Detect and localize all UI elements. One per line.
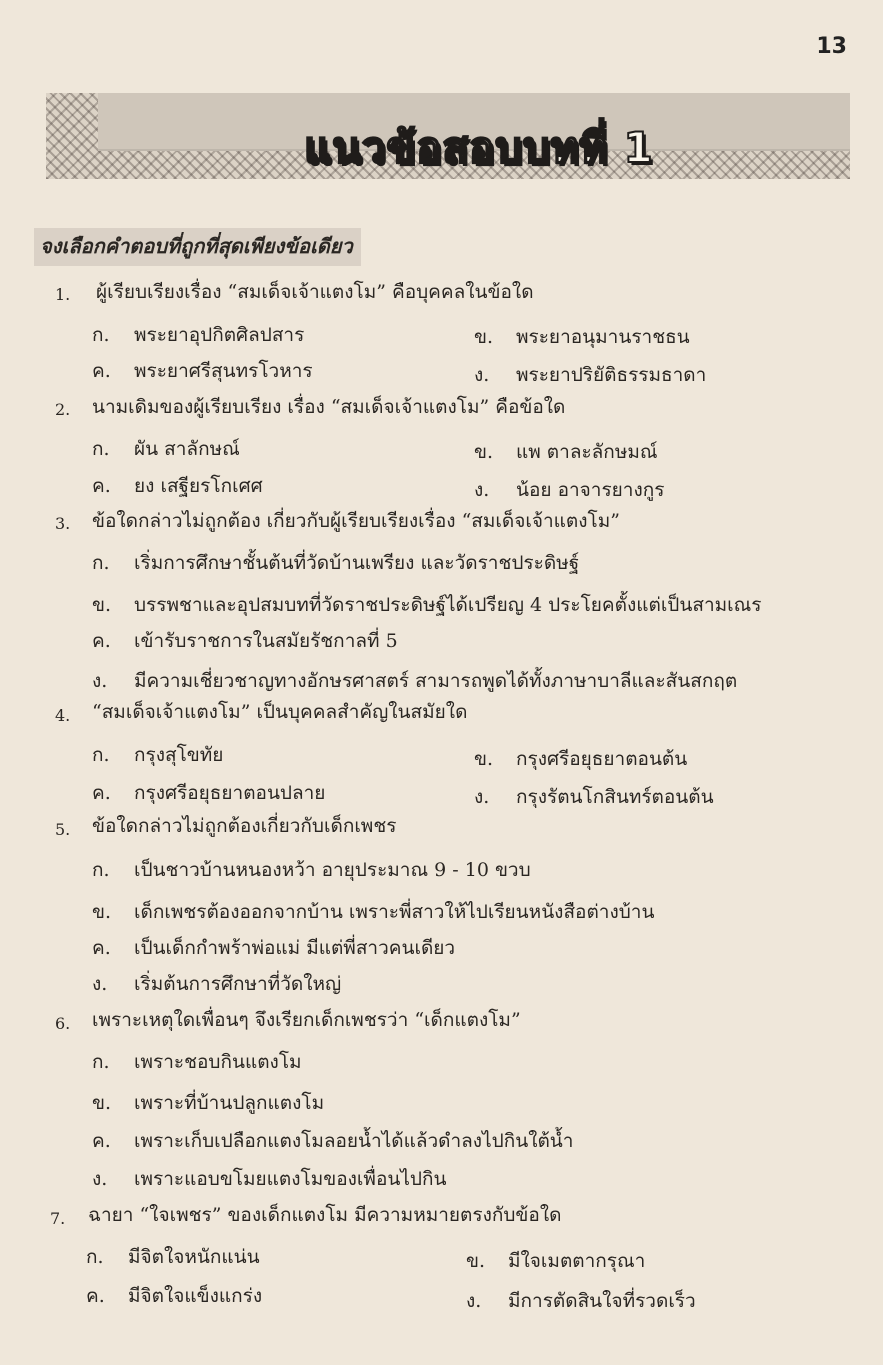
option-mark: ข.	[474, 441, 494, 463]
option-ko[interactable]	[92, 434, 240, 464]
option-text: เป็นเด็กกำพร้าพ่อแม่ มีแต่พี่สาวคนเดียว	[134, 937, 456, 959]
option-text: เข้ารับราชการในสมัยรัชกาลที่ 5	[134, 630, 398, 652]
option-mark: ง.	[474, 364, 490, 386]
instruction-text: จงเลือกคำตอบที่ถูกที่สุดเพียงข้อเดียว	[34, 228, 361, 266]
option-text: มีความเชี่ยวชาญทางอักษรศาสตร์ สามารถพูดได้ทั้งภาษาบาลีและสันสกฤต	[134, 670, 738, 692]
option-text: เพราะชอบกินแตงโม	[134, 1051, 302, 1073]
option-mark: ค.	[92, 782, 111, 804]
option-kho[interactable]	[92, 897, 654, 927]
option-kho[interactable]	[466, 1246, 645, 1276]
option-kho[interactable]	[92, 590, 761, 620]
option-mark: ข.	[92, 1092, 112, 1114]
question-text: ข้อใดกล่าวไม่ถูกต้อง เกี่ยวกับผู้เรียบเรียงเรื่อง “สมเด็จเจ้าแตงโม”	[92, 510, 620, 532]
option-text: บรรพชาและอุปสมบทที่วัดราชประดิษฐ์ได้เปรียญ 4 ประโยคตั้งแต่เป็นสามเณร	[134, 594, 762, 616]
question-text: ข้อใดกล่าวไม่ถูกต้องเกี่ยวกับเด็กเพชร	[92, 815, 397, 837]
option-mark: ง.	[92, 1168, 108, 1190]
option-text: กรุงศรีอยุธยาตอนต้น	[516, 748, 688, 770]
option-text: พระยาศรีสุนทรโวหาร	[134, 360, 313, 382]
option-ngo[interactable]	[474, 360, 706, 390]
option-ko[interactable]	[86, 1242, 260, 1272]
question-number: 6.	[55, 1014, 71, 1033]
option-mark: ข.	[92, 901, 112, 923]
option-mark: ง.	[466, 1290, 482, 1312]
question-text: เพราะเหตุใดเพื่อนๆ จึงเรียกเด็กเพชรว่า “เด็กแตงโม”	[92, 1009, 521, 1031]
option-ngo[interactable]	[474, 475, 664, 505]
question-text: นามเดิมของผู้เรียบเรียง เรื่อง “สมเด็จเจ้าแตงโม” คือข้อใด	[92, 396, 566, 418]
option-ngo[interactable]	[466, 1286, 696, 1316]
question-number: 1.	[55, 285, 71, 304]
option-kho[interactable]	[474, 437, 658, 467]
option-text: เริ่มการศึกษาชั้นต้นที่วัดบ้านเพรียง และวัดราชประดิษฐ์	[134, 552, 580, 574]
option-kho[interactable]	[92, 1088, 324, 1118]
option-mark: ก.	[86, 1246, 104, 1268]
option-mark: ก.	[92, 438, 110, 460]
option-ngo[interactable]	[474, 782, 714, 812]
option-ngo[interactable]	[92, 666, 737, 696]
option-text: ยง เสฐียรโกเศศ	[134, 475, 263, 497]
page-number: 13	[816, 34, 847, 59]
option-ko[interactable]	[92, 855, 531, 885]
option-mark: ข.	[474, 326, 494, 348]
option-text: มีใจเมตตากรุณา	[508, 1250, 646, 1272]
header-banner	[46, 93, 850, 179]
option-text: พระยาอุปกิตศิลปสาร	[134, 324, 305, 346]
option-mark: ค.	[86, 1285, 105, 1307]
question-number: 5.	[55, 820, 71, 839]
option-kho-khwai[interactable]	[92, 471, 263, 501]
option-text: มีการตัดสินใจที่รวดเร็ว	[508, 1290, 696, 1312]
option-mark: ค.	[92, 475, 111, 497]
option-mark: ง.	[92, 670, 108, 692]
option-text: เป็นชาวบ้านหนองหว้า อายุประมาณ 9 - 10 ขวบ	[134, 859, 531, 881]
option-kho[interactable]	[474, 322, 690, 352]
option-ko[interactable]	[92, 740, 223, 770]
option-text: เพราะเก็บเปลือกแตงโมลอยน้ำได้แล้วดำลงไปกินใต้น้ำ	[134, 1130, 574, 1152]
option-text: มีจิตใจหนักแน่น	[128, 1246, 260, 1268]
option-ko[interactable]	[92, 548, 579, 578]
question-number: 3.	[55, 514, 71, 533]
question-number: 4.	[55, 706, 71, 725]
option-text: แพ ตาละลักษมณ์	[516, 441, 658, 463]
option-text: เด็กเพชรต้องออกจากบ้าน เพราะพี่สาวให้ไปเรียนหนังสือต่างบ้าน	[134, 901, 655, 923]
question-number: 7.	[50, 1209, 66, 1228]
option-mark: ก.	[92, 552, 110, 574]
option-kho-khwai[interactable]	[92, 356, 313, 386]
option-text: ผัน สาลักษณ์	[134, 438, 240, 460]
option-kho-khwai[interactable]	[92, 933, 455, 963]
option-kho-khwai[interactable]	[92, 778, 325, 808]
question-number: 2.	[55, 400, 71, 419]
option-mark: ง.	[92, 973, 108, 995]
option-text: กรุงสุโขทัย	[134, 744, 224, 766]
option-mark: ค.	[92, 1130, 111, 1152]
option-mark: ก.	[92, 859, 110, 881]
option-ko[interactable]	[92, 320, 304, 350]
option-text: กรุงรัตนโกสินทร์ตอนต้น	[516, 786, 714, 808]
page-title: แนวข้อสอบบทที่ 1	[304, 123, 654, 172]
option-text: พระยาอนุมานราชธน	[516, 326, 690, 348]
option-text: มีจิตใจแข็งแกร่ง	[128, 1285, 263, 1307]
option-ngo[interactable]	[92, 1164, 446, 1194]
option-text: น้อย อาจารยางกูร	[516, 479, 665, 501]
option-mark: ข.	[466, 1250, 486, 1272]
option-mark: ก.	[92, 324, 110, 346]
option-mark: ข.	[92, 594, 112, 616]
question-text: “สมเด็จเจ้าแตงโม” เป็นบุคคลสำคัญในสมัยใด	[92, 701, 468, 723]
option-kho-khwai[interactable]	[92, 1126, 573, 1156]
option-ko[interactable]	[92, 1047, 302, 1077]
option-kho[interactable]	[474, 744, 687, 774]
option-kho-khwai[interactable]	[86, 1281, 262, 1311]
option-mark: ก.	[92, 1051, 110, 1073]
option-mark: ค.	[92, 360, 111, 382]
option-text: กรุงศรีอยุธยาตอนปลาย	[134, 782, 326, 804]
option-text: เพราะแอบขโมยแตงโมของเพื่อนไปกิน	[134, 1168, 447, 1190]
option-mark: ง.	[474, 786, 490, 808]
option-mark: ค.	[92, 630, 111, 652]
option-kho-khwai[interactable]	[92, 626, 398, 656]
option-ngo[interactable]	[92, 969, 341, 999]
option-mark: ค.	[92, 937, 111, 959]
option-text: พระยาปริยัติธรรมธาดา	[516, 364, 707, 386]
option-mark: ก.	[92, 744, 110, 766]
option-text: เริ่มต้นการศึกษาที่วัดใหญ่	[134, 973, 342, 995]
option-text: เพราะที่บ้านปลูกแตงโม	[134, 1092, 325, 1114]
question-text: ผู้เรียบเรียงเรื่อง “สมเด็จเจ้าแตงโม” คือบุคคลในข้อใด	[96, 281, 534, 303]
option-mark: ง.	[474, 479, 490, 501]
question-text: ฉายา “ใจเพชร” ของเด็กแตงโม มีความหมายตรงกับข้อใด	[88, 1204, 562, 1226]
option-mark: ข.	[474, 748, 494, 770]
